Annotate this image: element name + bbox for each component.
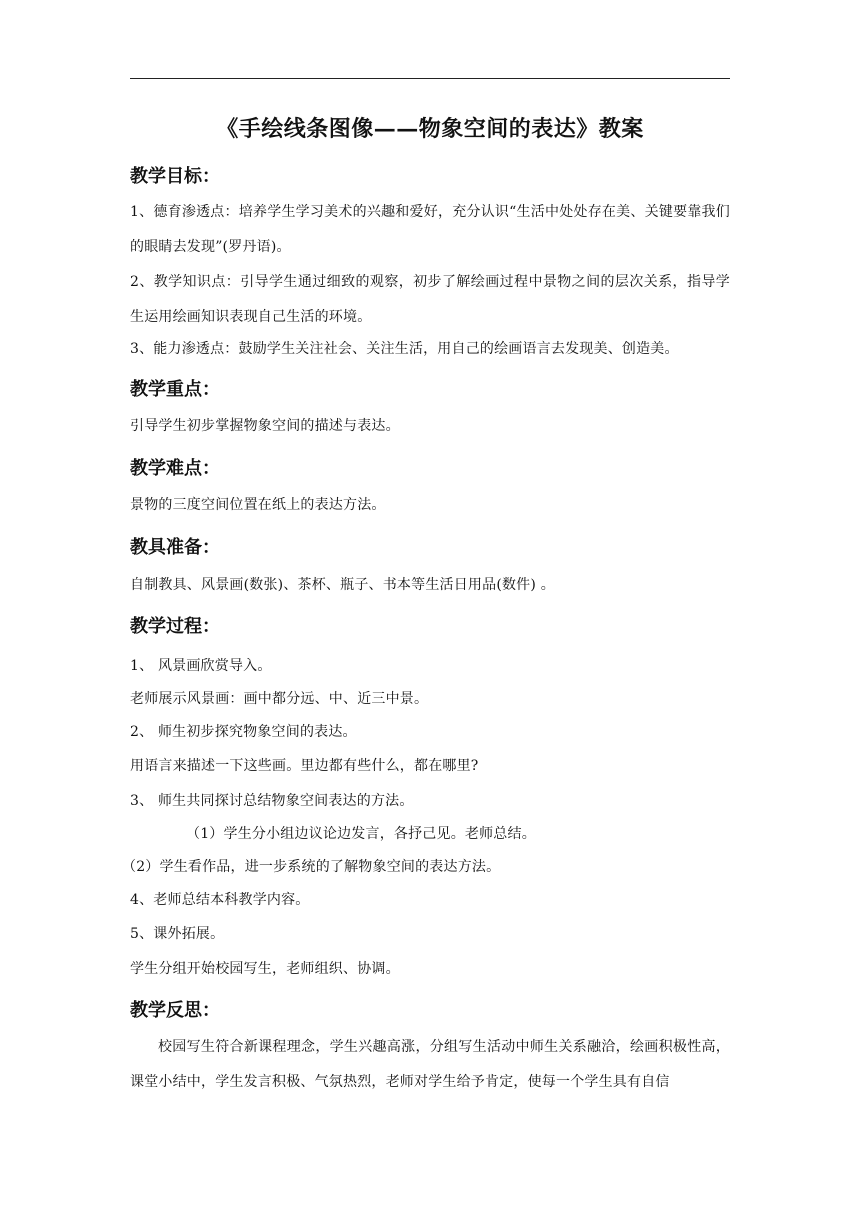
document-title: 《手绘线条图像——物象空间的表达》教案 <box>216 116 644 142</box>
reflection-heading: 教学反思： <box>130 1000 220 1021</box>
goal-item-2: 2、教学知识点：引导学生通过细致的观察，初步了解绘画过程中景物之间的层次关系，指导学生运用绘画知识表现自己生活的环境。 <box>130 274 730 325</box>
process-line: 2、 师生初步探究物象空间的表达。 <box>130 724 357 740</box>
process-line: 学生分组开始校园写生，老师组织、协调。 <box>130 961 400 977</box>
process-line: 老师展示风景画：画中都分远、中、近三中景。 <box>130 691 429 707</box>
process-heading: 教学过程： <box>130 616 220 637</box>
difficulties-heading: 教学难点： <box>130 458 220 479</box>
goal-item-3: 3、能力渗透点：鼓励学生关注社会、关注生活，用自己的绘画语言去发现美、创造美。 <box>130 341 679 357</box>
process-line: （1）学生分小组边议论边发言，各抒己见。老师总结。 <box>186 826 536 842</box>
process-line: 5、课外拓展。 <box>130 926 225 942</box>
process-line: 4、老师总结本科教学内容。 <box>130 892 310 908</box>
materials-text: 自制教具、风景画(数张)、茶杯、瓶子、书本等生活日用品(数件) 。 <box>130 577 555 593</box>
process-line: （2）学生看作品，进一步系统的了解物象空间的表达方法。 <box>122 859 501 875</box>
difficulties-text: 景物的三度空间位置在纸上的表达方法。 <box>130 497 386 513</box>
key-points-heading: 教学重点： <box>130 379 220 400</box>
materials-heading: 教具准备： <box>130 537 220 558</box>
process-line: 用语言来描述一下这些画。里边都有些什么，都在哪里? <box>130 758 479 774</box>
process-line: 1、 风景画欣赏导入。 <box>130 658 272 674</box>
reflection-text: 校园写生符合新课程理念，学生兴趣高涨，分组写生活动中师生关系融洽，绘画积极性高，课堂小结中，学生发言积极、气氛热烈，老师对学生给予肯定，使每一个学生具有自信 <box>130 1039 730 1090</box>
goal-item-1: 1、德育渗透点：培养学生学习美术的兴趣和爱好，充分认识“生活中处处存在美、关键要靠我们的眼睛去发现”(罗丹语)。 <box>130 204 730 255</box>
key-points-text: 引导学生初步掌握物象空间的描述与表达。 <box>130 418 400 434</box>
process-line: 3、 师生共同探讨总结物象空间表达的方法。 <box>130 793 414 809</box>
header-rule <box>130 78 730 79</box>
goals-heading: 教学目标： <box>130 166 220 187</box>
